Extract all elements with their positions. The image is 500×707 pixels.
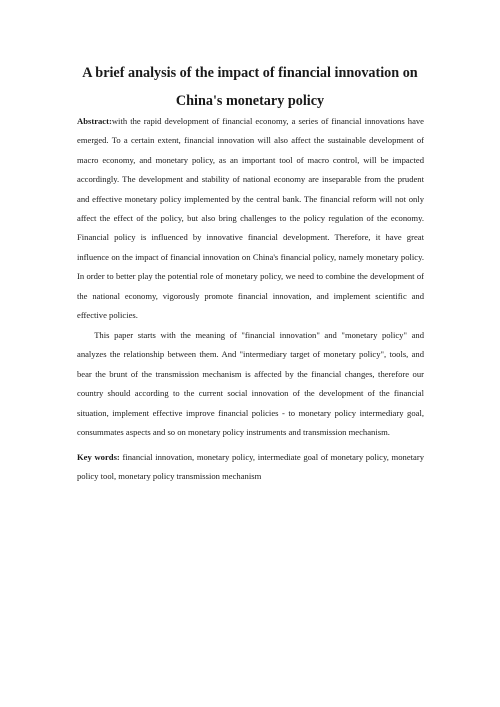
body-paragraph: This paper starts with the meaning of "financial innovation" and "monetary policy" and analyzes the relationship between them. And "intermediary target of monetary policy", tools, and bear the brunt of the transmission mechanism is affected by the financial changes, therefore our country should according to the current social innovation of the development of the financial situation, implement effective improve financial policies - to monetary policy intermediary goal, consummates aspects and so on monetary policy instruments and transmission mechanism.	[77, 330, 424, 438]
abstract-paragraph	[77, 112, 424, 325]
abstract-label: Abstract:	[77, 116, 112, 126]
paper-title-line-2: China's monetary policy	[175, 93, 325, 109]
keywords-label: Key words:	[77, 452, 120, 462]
keywords-paragraph	[77, 448, 424, 487]
keywords-text: financial innovation, monetary policy, intermediate goal of monetary policy, monetary policy tool, monetary policy transmission mechanism	[77, 452, 425, 482]
abstract-text: with the rapid development of financial economy, a series of financial innovations have emerged. To a certain extent, financial innovation will also affect the sustainable development of macro economy, and monetary policy, as an important tool of macro control, will be impacted accordingly. The development and stability of national economy are inseparable from the prudent and effective monetary policy implemented by the central bank. The financial reform will not only affect the effect of the policy, but also bring challenges to the policy regulation of the economy. Financial policy is influenced by innovative financial development. Therefore, it have great influence on the impact of financial innovation on China's financial policy, namely monetary policy. In order to better play the potential role of monetary policy, we need to combine the development of the national economy, vigorously promote financial innovation, and implement scientific and effective policies.	[77, 116, 424, 321]
paper-title-line-1: A brief analysis of the impact of financial innovation on	[82, 65, 418, 81]
